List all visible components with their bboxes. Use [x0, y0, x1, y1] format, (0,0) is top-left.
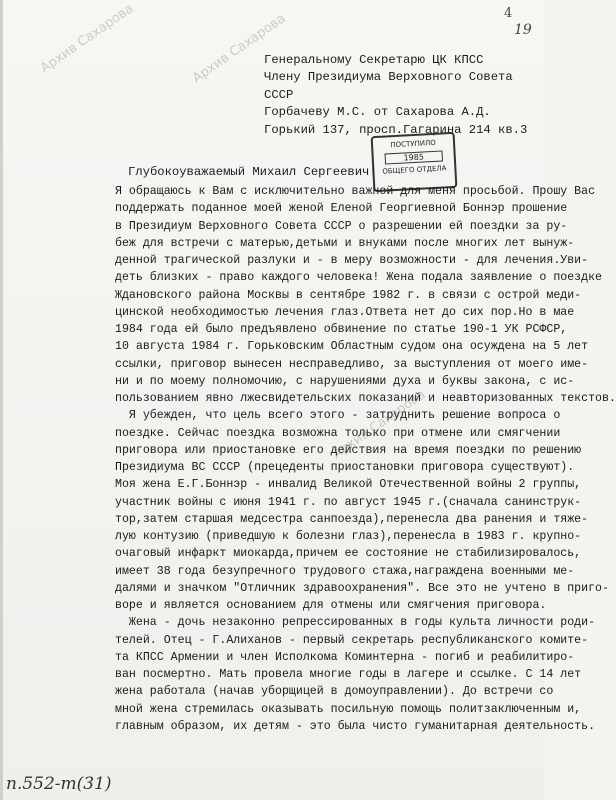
body-line: денной трагической разлуки и - в меру возможности - для лечения.Уви- — [115, 254, 589, 267]
body-line: имеет 38 года безупречного трудового стажа,награждена военными ме- — [115, 564, 575, 578]
address-line: Горбачеву М.С. от Сахарова А.Д. — [264, 105, 491, 120]
body-line — [115, 752, 530, 769]
salutation: Глубокоуважаемый Михаил Сергеевич! — [128, 165, 377, 179]
body-line: Моя жена Е.Г.Боннэр - инвалид Великой Отечественной войны 2 группы, — [115, 478, 582, 492]
body-line: 1984 года ей было предъявлено обвинение по статье 190-1 УК РСФСР, — [115, 323, 568, 336]
body-line: ван посмертно. Мать провела многие годы в лагере и ссылке. С 14 лет — [115, 668, 582, 681]
stamp-line: ПОСТУПИЛО — [390, 138, 436, 150]
stamp-date: 1985 — [385, 150, 443, 164]
body-line: деть близких - право каждого человека! Жена подала заявление о поездке — [115, 271, 603, 285]
body-line: цинской необходимостью лечения глаз.Ответа нет до сих пор.Но в мае — [115, 305, 575, 319]
body-line: ни и по моему полномочию, с нарушениями духа и буквы закона, с ис- — [115, 374, 575, 388]
watermark: Архив Сахарова — [190, 11, 289, 87]
body-line: ссылки, приговор вынесен несправедливо, за выступления от моего име- — [115, 357, 589, 371]
page-edge — [0, 0, 3, 800]
addressee-block — [264, 52, 534, 139]
body-line: поездке. Сейчас поездка возможна только при отмене или смягчении — [115, 426, 561, 440]
body-line: мной жена стремилась оказывать посильную помощь политзаключенным и, — [115, 702, 582, 716]
body-line: телей. Отец - Г.Алиханов - первый секретарь республиканского комите- — [115, 633, 589, 647]
body-line: лую контузию (приведшую к болезни глаз),перенесла в 1983 г. крупно- — [115, 530, 582, 543]
body-line: приговора или приостановке его действия на время поездки по решению — [115, 443, 582, 457]
watermark: Архив Сахарова — [38, 1, 137, 77]
address-line: Горький 137, просп.Гагарина 214 кв.3 — [264, 122, 528, 137]
archive-sheet-number: 4 — [504, 6, 513, 21]
letter-body — [115, 183, 616, 770]
archive-reference: n.552-m(31) — [6, 774, 112, 794]
body-line: беж для встречи с матерью,детьми и внуками после многих лет вынуж- — [115, 236, 575, 250]
body-line: далями и значком "Отличник здравоохранения". Все это не учтено в приго- — [115, 581, 609, 595]
body-line: пользованием явно лжесвидетельских показаний и неавторизованных текстов. — [115, 392, 616, 405]
body-line: главным образом, их детям - это была чисто гуманитарная деятельность. — [115, 719, 596, 733]
body-line: Президиума ВС СССР (прецеденты приостановки приговора существуют). — [115, 461, 575, 474]
body-line: тор,затем старшая медсестра санпоезда),перенесла два ранения и тяже- — [115, 512, 589, 526]
body-line: та КПСС Армении и член Исполкома Коминтерна - погиб и реабилитиро- — [115, 650, 575, 664]
page-number: 19 — [514, 22, 532, 38]
body-line: Я убежден, что цель всего этого - затруднить решение вопроса о — [115, 409, 561, 423]
body-line: очаговый инфаркт миокарда,причем ее состояние не стабилизировалось, — [115, 547, 582, 561]
body-line: участник войны с июня 1941 г. по август 1945 г.(сначала санинструк- — [115, 495, 582, 509]
body-line: в Президиум Верховного Совета СССР о разрешении ей поездки за ру- — [115, 219, 568, 233]
body-line: поддержать поданное моей женой Еленой Георгиевной Боннэр прошение — [115, 202, 568, 216]
body-line — [115, 735, 530, 752]
body-line: 10 августа 1984 г. Горьковским Областным судом она осуждена на 5 лет — [115, 340, 589, 354]
address-line: Члену Президиума Верховного Совета — [264, 70, 513, 85]
body-line: воре и является основанием для отмены или смягчения приговора. — [115, 599, 547, 612]
watermark: Архив Сахарова — [330, 387, 429, 463]
stamp-line: ОБЩЕГО ОТДЕЛА — [382, 164, 447, 176]
body-line: Ждановского района Москвы в сентябре 1982 г. в связи с острой меди- — [115, 288, 582, 302]
body-line: жена работала (начав уборщицей в домоуправлении). До встречи со — [115, 685, 554, 699]
body-line: Я обращаюсь к Вам с исключительно важной для меня просьбой. Прошу Вас — [115, 185, 596, 198]
address-line: СССР — [264, 87, 294, 102]
address-line: Генеральному Секретарю ЦК КПСС — [264, 53, 484, 67]
body-line: Жена - дочь незаконно репрессированных в годы культа личности роди- — [115, 616, 596, 630]
